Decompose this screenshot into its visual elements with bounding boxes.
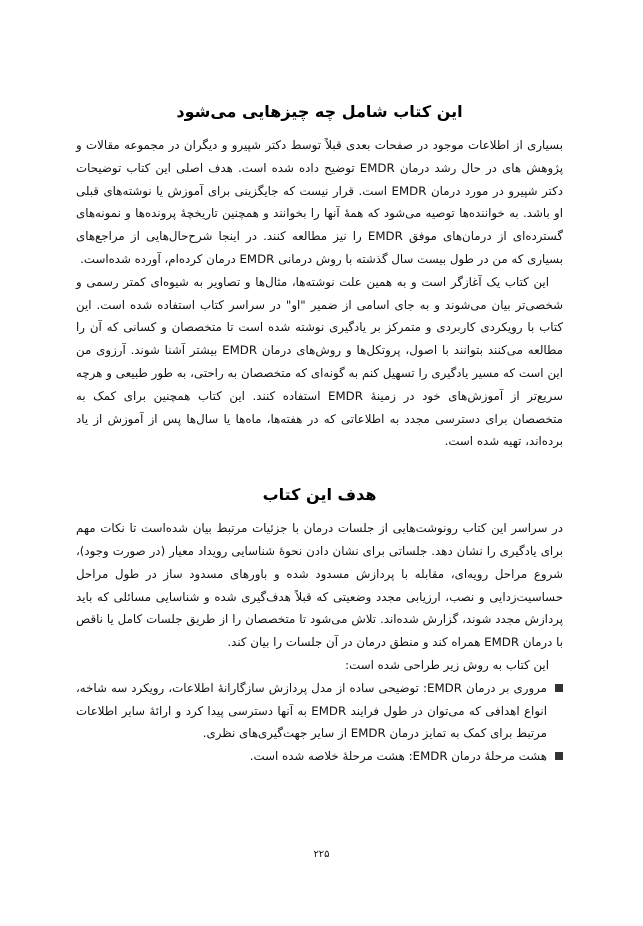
list-item — [76, 677, 563, 745]
list-item-text: هشت مرحلهٔ درمان EMDR: هشت مرحلهٔ خلاصه شده است. — [249, 749, 547, 764]
square-bullet-icon — [555, 752, 563, 760]
paragraph-goal: در سراسر این کتاب رونوشت‌هایی از جلسات درمان با جزئیات مرتبط بیان شده‌است تا نکات مهم برای یادگیری را نشان دهد. جلساتی برای نشان دادن نحوهٔ شناسایی رویداد معیار (در صورت وجود)، شروع مراحل رویه‌ای، مقابله با پردازش مسدود شده و باورهای مسدود ساز در طول مراحل حساسیت‌زدایی و نصب، ارزیابی مجدد وضعیتی که قبلاً هدف‌گیری شده و شناسایی مسائلی که باید پردازش مجدد شوند، گزارش شده‌اند. تلاش می‌شود تا متخصصان را از طریق جلسات کامل یا ناقص با درمان EMDR همراه کند و منطق درمان در آن جلسات را بیان کند. — [76, 521, 563, 650]
section-title-contents: این کتاب شامل چه چیزهایی می‌شود — [176, 102, 463, 121]
paragraph-primer: این کتاب یک آغازگر است و به همین علت نوشته‌ها، مثال‌ها و تصاویر به شیوه‌ای کمتر رسمی و شخصی‌تر بیان می‌شوند و به جای اسامی از ضمیر "او" در سراسر کتاب استفاده شده است. این کتاب با رویکردی کاربردی و متمرکز بر یادگیری نوشته شده است تا متخصصان و کسانی که آن را مطالعه می‌کنند بتوانند با اصول، پروتکل‌ها و روش‌های درمان EMDR بیشتر آشنا شوند. آرزوی من این است که مسیر یادگیری را تسهیل کنم به گونه‌ای که متخصصان به راحتی، به طور طبیعی و هرچه سریع‌تر از آموزش‌های خود در زمینهٔ EMDR استفاده کنند. این کتاب همچنین برای کمک به متخصصان برای دسترسی مجدد به اطلاعاتی که در هفته‌ها، ماه‌ها یا سال‌ها پس از آموزش از یاد برده‌اند، تهیه شده است. — [76, 274, 563, 449]
bullet-list — [76, 677, 563, 768]
list-item-text: مروری بر درمان EMDR: توضیحی ساده از مدل پردازش سازگارانهٔ اطلاعات، رویکرد سه شاخه، انواع اهدافی که می‌توان در طول فرایند EMDR به آنها دسترسی پیدا کرد و ارائهٔ سایر اطلاعات مرتبط برای کمک به تمایز درمان EMDR از سایر جهت‌گیری‌های نظری. — [76, 680, 547, 741]
paragraph-design: این کتاب به روش زیر طراحی شده است: — [345, 657, 549, 672]
page-number: ۲۲۵ — [313, 849, 330, 860]
square-bullet-icon — [555, 684, 563, 692]
list-item — [76, 745, 563, 768]
section-title-goal: هدف این کتاب — [262, 485, 377, 505]
paragraph-intro: بسیاری از اطلاعات موجود در صفحات بعدی قبلاً توسط دکتر شپیرو و دیگران در مجموعه مقالات و پژوهش های در حال رشد درمان EMDR توضیح داده شده است. هدف اصلی این کتاب توضیحات دکتر شپیرو در مورد درمان EMDR است. قرار نیست که جایگزینی برای آموزش یا نوشته‌های قبلی او باشد. به خواننده‌ها توصیه می‌شود که همهٔ آنها را بخوانند و همچنین تاریخچهٔ پرونده‌ها و نمونه‌های گسترده‌ای از درمان‌های موفق EMDR را نیز مطالعه کنند. در اینجا شرح‌حال‌هایی از مراجع‌های بسیاری که من در طول بیست سال گذشته با روش درمانی EMDR درمان کرده‌ام، آورده شده‌است. — [76, 138, 563, 266]
